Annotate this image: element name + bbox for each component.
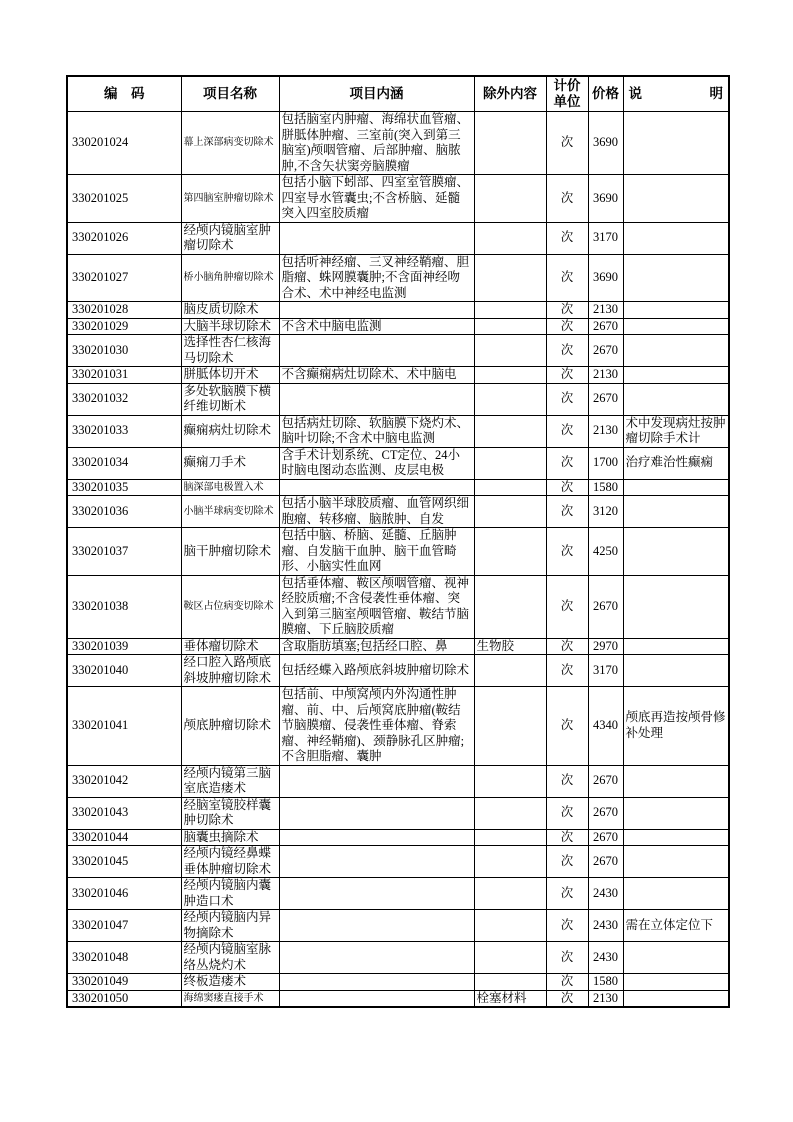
- cell-exclusion: [474, 575, 546, 638]
- table-row: [67, 575, 729, 638]
- cell-price: 2970: [588, 638, 623, 655]
- cell-unit: 次: [546, 447, 588, 479]
- cell-name: 癫痫刀手术: [181, 447, 279, 479]
- cell-price: 4340: [588, 687, 623, 766]
- table-row: [67, 878, 729, 910]
- cell-note: [623, 765, 729, 797]
- cell-content: [279, 765, 474, 797]
- cell-exclusion: [474, 942, 546, 974]
- table-row: [67, 829, 729, 846]
- cell-note: [623, 335, 729, 367]
- cell-code: 330201028: [67, 302, 181, 319]
- cell-exclusion: 栓塞材料: [474, 990, 546, 1007]
- header-row: [67, 76, 729, 112]
- cell-name: 经颅内镜经鼻蝶垂体肿瘤切除术: [181, 846, 279, 878]
- cell-unit: 次: [546, 496, 588, 528]
- cell-price: 3170: [588, 655, 623, 687]
- cell-exclusion: [474, 878, 546, 910]
- cell-unit: 次: [546, 254, 588, 302]
- cell-unit: 次: [546, 638, 588, 655]
- cell-exclusion: [474, 112, 546, 175]
- cell-note: [623, 367, 729, 384]
- cell-unit: 次: [546, 990, 588, 1007]
- table-row: [67, 655, 729, 687]
- cell-name: 经颅内镜脑室肿瘤切除术: [181, 222, 279, 254]
- cell-content: 包括听神经瘤、三叉神经鞘瘤、胆脂瘤、蛛网膜囊肿;不含面神经吻合术、术中神经电监测: [279, 254, 474, 302]
- table-row: [67, 447, 729, 479]
- cell-exclusion: [474, 765, 546, 797]
- table-row: [67, 910, 729, 942]
- cell-content: [279, 479, 474, 496]
- cell-note: 术中发现病灶按肿瘤切除手术计: [623, 415, 729, 447]
- cell-name: 脑深部电极置入术: [181, 479, 279, 496]
- cell-code: 330201031: [67, 367, 181, 384]
- cell-content: [279, 990, 474, 1007]
- cell-code: 330201027: [67, 254, 181, 302]
- cell-exclusion: [474, 254, 546, 302]
- cell-content: [279, 846, 474, 878]
- cell-name: 颅底肿瘤切除术: [181, 687, 279, 766]
- table-row: [67, 175, 729, 223]
- cell-content: [279, 222, 474, 254]
- cell-content: 包括小脑半球胶质瘤、血管网织细胞瘤、转移瘤、脑脓肿、自发: [279, 496, 474, 528]
- table-row: [67, 528, 729, 576]
- cell-content: [279, 335, 474, 367]
- price-table: [66, 75, 730, 1008]
- col-header-price: 价格: [588, 76, 623, 112]
- cell-name: 第四脑室肿瘤切除术: [181, 175, 279, 223]
- cell-code: 330201046: [67, 878, 181, 910]
- cell-unit: 次: [546, 846, 588, 878]
- cell-code: 330201039: [67, 638, 181, 655]
- cell-code: 330201045: [67, 846, 181, 878]
- cell-content: [279, 302, 474, 319]
- cell-content: [279, 974, 474, 991]
- cell-code: 330201044: [67, 829, 181, 846]
- cell-unit: 次: [546, 415, 588, 447]
- cell-note: [623, 175, 729, 223]
- cell-code: 330201036: [67, 496, 181, 528]
- cell-note: [623, 829, 729, 846]
- cell-name: 大脑半球切除术: [181, 318, 279, 335]
- cell-price: 3690: [588, 254, 623, 302]
- cell-name: 桥小脑角肿瘤切除术: [181, 254, 279, 302]
- cell-note: 治疗难治性癫痫: [623, 447, 729, 479]
- cell-code: 330201030: [67, 335, 181, 367]
- cell-price: 1700: [588, 447, 623, 479]
- cell-price: 2670: [588, 318, 623, 335]
- cell-code: 330201032: [67, 383, 181, 415]
- cell-unit: 次: [546, 367, 588, 384]
- cell-name: 经颅内镜第三脑室底造瘘术: [181, 765, 279, 797]
- cell-content: 不含癫痫病灶切除术、术中脑电: [279, 367, 474, 384]
- cell-code: 330201041: [67, 687, 181, 766]
- cell-unit: 次: [546, 575, 588, 638]
- cell-price: 1580: [588, 974, 623, 991]
- cell-exclusion: 生物胶: [474, 638, 546, 655]
- cell-code: 330201033: [67, 415, 181, 447]
- table-row: [67, 335, 729, 367]
- cell-unit: 次: [546, 829, 588, 846]
- cell-name: 脑囊虫摘除术: [181, 829, 279, 846]
- cell-unit: 次: [546, 655, 588, 687]
- cell-unit: 次: [546, 175, 588, 223]
- cell-name: 经颅内镜脑室脉络丛烧灼术: [181, 942, 279, 974]
- table-row: [67, 990, 729, 1007]
- cell-price: 2670: [588, 829, 623, 846]
- cell-name: 多处软脑膜下横纤维切断术: [181, 383, 279, 415]
- cell-note: 需在立体定位下: [623, 910, 729, 942]
- cell-price: 2430: [588, 910, 623, 942]
- cell-exclusion: [474, 528, 546, 576]
- cell-name: 海绵窦瘘直接手术: [181, 990, 279, 1007]
- cell-name: 幕上深部病变切除术: [181, 112, 279, 175]
- cell-price: 2670: [588, 797, 623, 829]
- cell-exclusion: [474, 829, 546, 846]
- col-header-content: 项目内涵: [279, 76, 474, 112]
- table-row: [67, 254, 729, 302]
- table-body: [67, 112, 729, 1008]
- cell-code: 330201038: [67, 575, 181, 638]
- cell-unit: 次: [546, 797, 588, 829]
- cell-code: 330201029: [67, 318, 181, 335]
- cell-exclusion: [474, 797, 546, 829]
- cell-code: 330201047: [67, 910, 181, 942]
- cell-note: [623, 878, 729, 910]
- cell-note: [623, 655, 729, 687]
- cell-content: 包括小脑下蚓部、四室室管膜瘤、四室导水管囊虫;不含桥脑、延髓突入四室胶质瘤: [279, 175, 474, 223]
- table-row: [67, 367, 729, 384]
- cell-exclusion: [474, 496, 546, 528]
- cell-price: 2670: [588, 575, 623, 638]
- cell-unit: 次: [546, 383, 588, 415]
- table-row: [67, 765, 729, 797]
- cell-unit: 次: [546, 112, 588, 175]
- cell-price: 2670: [588, 335, 623, 367]
- cell-unit: 次: [546, 942, 588, 974]
- cell-name: 脑干肿瘤切除术: [181, 528, 279, 576]
- cell-content: [279, 942, 474, 974]
- table-row: [67, 112, 729, 175]
- cell-price: 2670: [588, 846, 623, 878]
- cell-exclusion: [474, 655, 546, 687]
- cell-code: 330201050: [67, 990, 181, 1007]
- cell-note: [623, 990, 729, 1007]
- cell-note: [623, 112, 729, 175]
- cell-note: [623, 318, 729, 335]
- cell-name: 经口腔入路颅底斜坡肿瘤切除术: [181, 655, 279, 687]
- cell-name: 脑皮质切除术: [181, 302, 279, 319]
- cell-exclusion: [474, 415, 546, 447]
- cell-content: 包括病灶切除、软脑膜下烧灼术、脑叶切除;不含术中脑电监测: [279, 415, 474, 447]
- cell-code: 330201035: [67, 479, 181, 496]
- cell-content: 包括经蝶入路颅底斜坡肿瘤切除术: [279, 655, 474, 687]
- cell-exclusion: [474, 175, 546, 223]
- cell-exclusion: [474, 846, 546, 878]
- cell-price: 2130: [588, 415, 623, 447]
- cell-code: 330201043: [67, 797, 181, 829]
- cell-unit: 次: [546, 335, 588, 367]
- cell-exclusion: [474, 479, 546, 496]
- cell-name: 经颅内镜脑内异物摘除术: [181, 910, 279, 942]
- cell-note: [623, 942, 729, 974]
- table-row: [67, 415, 729, 447]
- cell-content: 包括垂体瘤、鞍区颅咽管瘤、视神经胶质瘤;不含侵袭性垂体瘤、突入到第三脑室颅咽管瘤、鞍结节脑膜瘤、下丘脑胶质瘤: [279, 575, 474, 638]
- col-header-exclusion: 除外内容: [474, 76, 546, 112]
- cell-code: 330201024: [67, 112, 181, 175]
- table-row: [67, 797, 729, 829]
- cell-content: [279, 878, 474, 910]
- cell-exclusion: [474, 383, 546, 415]
- cell-price: 3690: [588, 175, 623, 223]
- cell-unit: 次: [546, 974, 588, 991]
- cell-unit: 次: [546, 222, 588, 254]
- cell-exclusion: [474, 367, 546, 384]
- table-row: [67, 318, 729, 335]
- table-row: [67, 383, 729, 415]
- table-row: [67, 974, 729, 991]
- col-header-unit: 计价单位: [546, 76, 588, 112]
- cell-name: 胼胝体切开术: [181, 367, 279, 384]
- table-row: [67, 479, 729, 496]
- cell-price: 3120: [588, 496, 623, 528]
- cell-note: [623, 222, 729, 254]
- cell-code: 330201025: [67, 175, 181, 223]
- cell-name: 垂体瘤切除术: [181, 638, 279, 655]
- cell-price: 3170: [588, 222, 623, 254]
- cell-unit: 次: [546, 479, 588, 496]
- table-row: [67, 302, 729, 319]
- cell-code: 330201026: [67, 222, 181, 254]
- cell-content: 包括脑室内肿瘤、海绵状血管瘤、胼胝体肿瘤、三室前(突入到第三脑室)颅咽管瘤、后部肿瘤、脑脓肿,不含矢状窦旁脑膜瘤: [279, 112, 474, 175]
- cell-unit: 次: [546, 765, 588, 797]
- cell-price: 2130: [588, 367, 623, 384]
- cell-content: [279, 383, 474, 415]
- table-row: [67, 638, 729, 655]
- cell-exclusion: [474, 687, 546, 766]
- cell-price: 2430: [588, 942, 623, 974]
- cell-exclusion: [474, 974, 546, 991]
- cell-note: [623, 846, 729, 878]
- col-header-note: 说 明: [623, 76, 729, 112]
- cell-code: 330201034: [67, 447, 181, 479]
- cell-name: 经脑室镜胶样囊肿切除术: [181, 797, 279, 829]
- cell-exclusion: [474, 447, 546, 479]
- cell-note: [623, 496, 729, 528]
- cell-price: 2130: [588, 302, 623, 319]
- cell-note: [623, 383, 729, 415]
- cell-name: 癫痫病灶切除术: [181, 415, 279, 447]
- cell-note: [623, 528, 729, 576]
- cell-unit: 次: [546, 687, 588, 766]
- cell-exclusion: [474, 222, 546, 254]
- cell-content: 包括中脑、桥脑、延髓、丘脑肿瘤、自发脑干血肿、脑干血管畸形、小脑实性血网: [279, 528, 474, 576]
- cell-note: [623, 302, 729, 319]
- cell-price: 1580: [588, 479, 623, 496]
- cell-note: [623, 254, 729, 302]
- cell-code: 330201042: [67, 765, 181, 797]
- cell-content: 不含术中脑电监测: [279, 318, 474, 335]
- cell-content: [279, 829, 474, 846]
- cell-price: 2670: [588, 765, 623, 797]
- cell-content: [279, 797, 474, 829]
- cell-exclusion: [474, 335, 546, 367]
- cell-unit: 次: [546, 878, 588, 910]
- table-row: [67, 496, 729, 528]
- cell-price: 2130: [588, 990, 623, 1007]
- table-row: [67, 222, 729, 254]
- cell-code: 330201040: [67, 655, 181, 687]
- cell-exclusion: [474, 318, 546, 335]
- cell-name: 终板造瘘术: [181, 974, 279, 991]
- cell-content: 含手术计划系统、CT定位、24小时脑电图动态监测、皮层电极: [279, 447, 474, 479]
- cell-note: [623, 797, 729, 829]
- cell-price: 2430: [588, 878, 623, 910]
- cell-unit: 次: [546, 302, 588, 319]
- cell-price: 3690: [588, 112, 623, 175]
- cell-code: 330201049: [67, 974, 181, 991]
- cell-note: 颅底再造按颅骨修补处理: [623, 687, 729, 766]
- table-row: [67, 846, 729, 878]
- cell-note: [623, 638, 729, 655]
- col-header-name: 项目名称: [181, 76, 279, 112]
- cell-unit: 次: [546, 318, 588, 335]
- cell-name: 小脑半球病变切除术: [181, 496, 279, 528]
- cell-name: 鞍区占位病变切除术: [181, 575, 279, 638]
- table-row: [67, 942, 729, 974]
- cell-note: [623, 974, 729, 991]
- cell-unit: 次: [546, 528, 588, 576]
- cell-price: 2670: [588, 383, 623, 415]
- cell-content: 包括前、中颅窝颅内外沟通性肿瘤、前、中、后颅窝底肿瘤(鞍结节脑膜瘤、侵袭性垂体瘤、脊索瘤、神经鞘瘤)、颈静脉孔区肿瘤;不含胆脂瘤、囊肿: [279, 687, 474, 766]
- cell-code: 330201048: [67, 942, 181, 974]
- table-row: [67, 687, 729, 766]
- col-header-code: 编 码: [67, 76, 181, 112]
- cell-exclusion: [474, 302, 546, 319]
- cell-unit: 次: [546, 910, 588, 942]
- cell-name: 经颅内镜脑内囊肿造口术: [181, 878, 279, 910]
- cell-note: [623, 479, 729, 496]
- cell-content: [279, 910, 474, 942]
- cell-name: 选择性杏仁核海马切除术: [181, 335, 279, 367]
- cell-code: 330201037: [67, 528, 181, 576]
- cell-content: 含取脂肪填塞;包括经口腔、鼻: [279, 638, 474, 655]
- cell-exclusion: [474, 910, 546, 942]
- cell-price: 4250: [588, 528, 623, 576]
- cell-note: [623, 575, 729, 638]
